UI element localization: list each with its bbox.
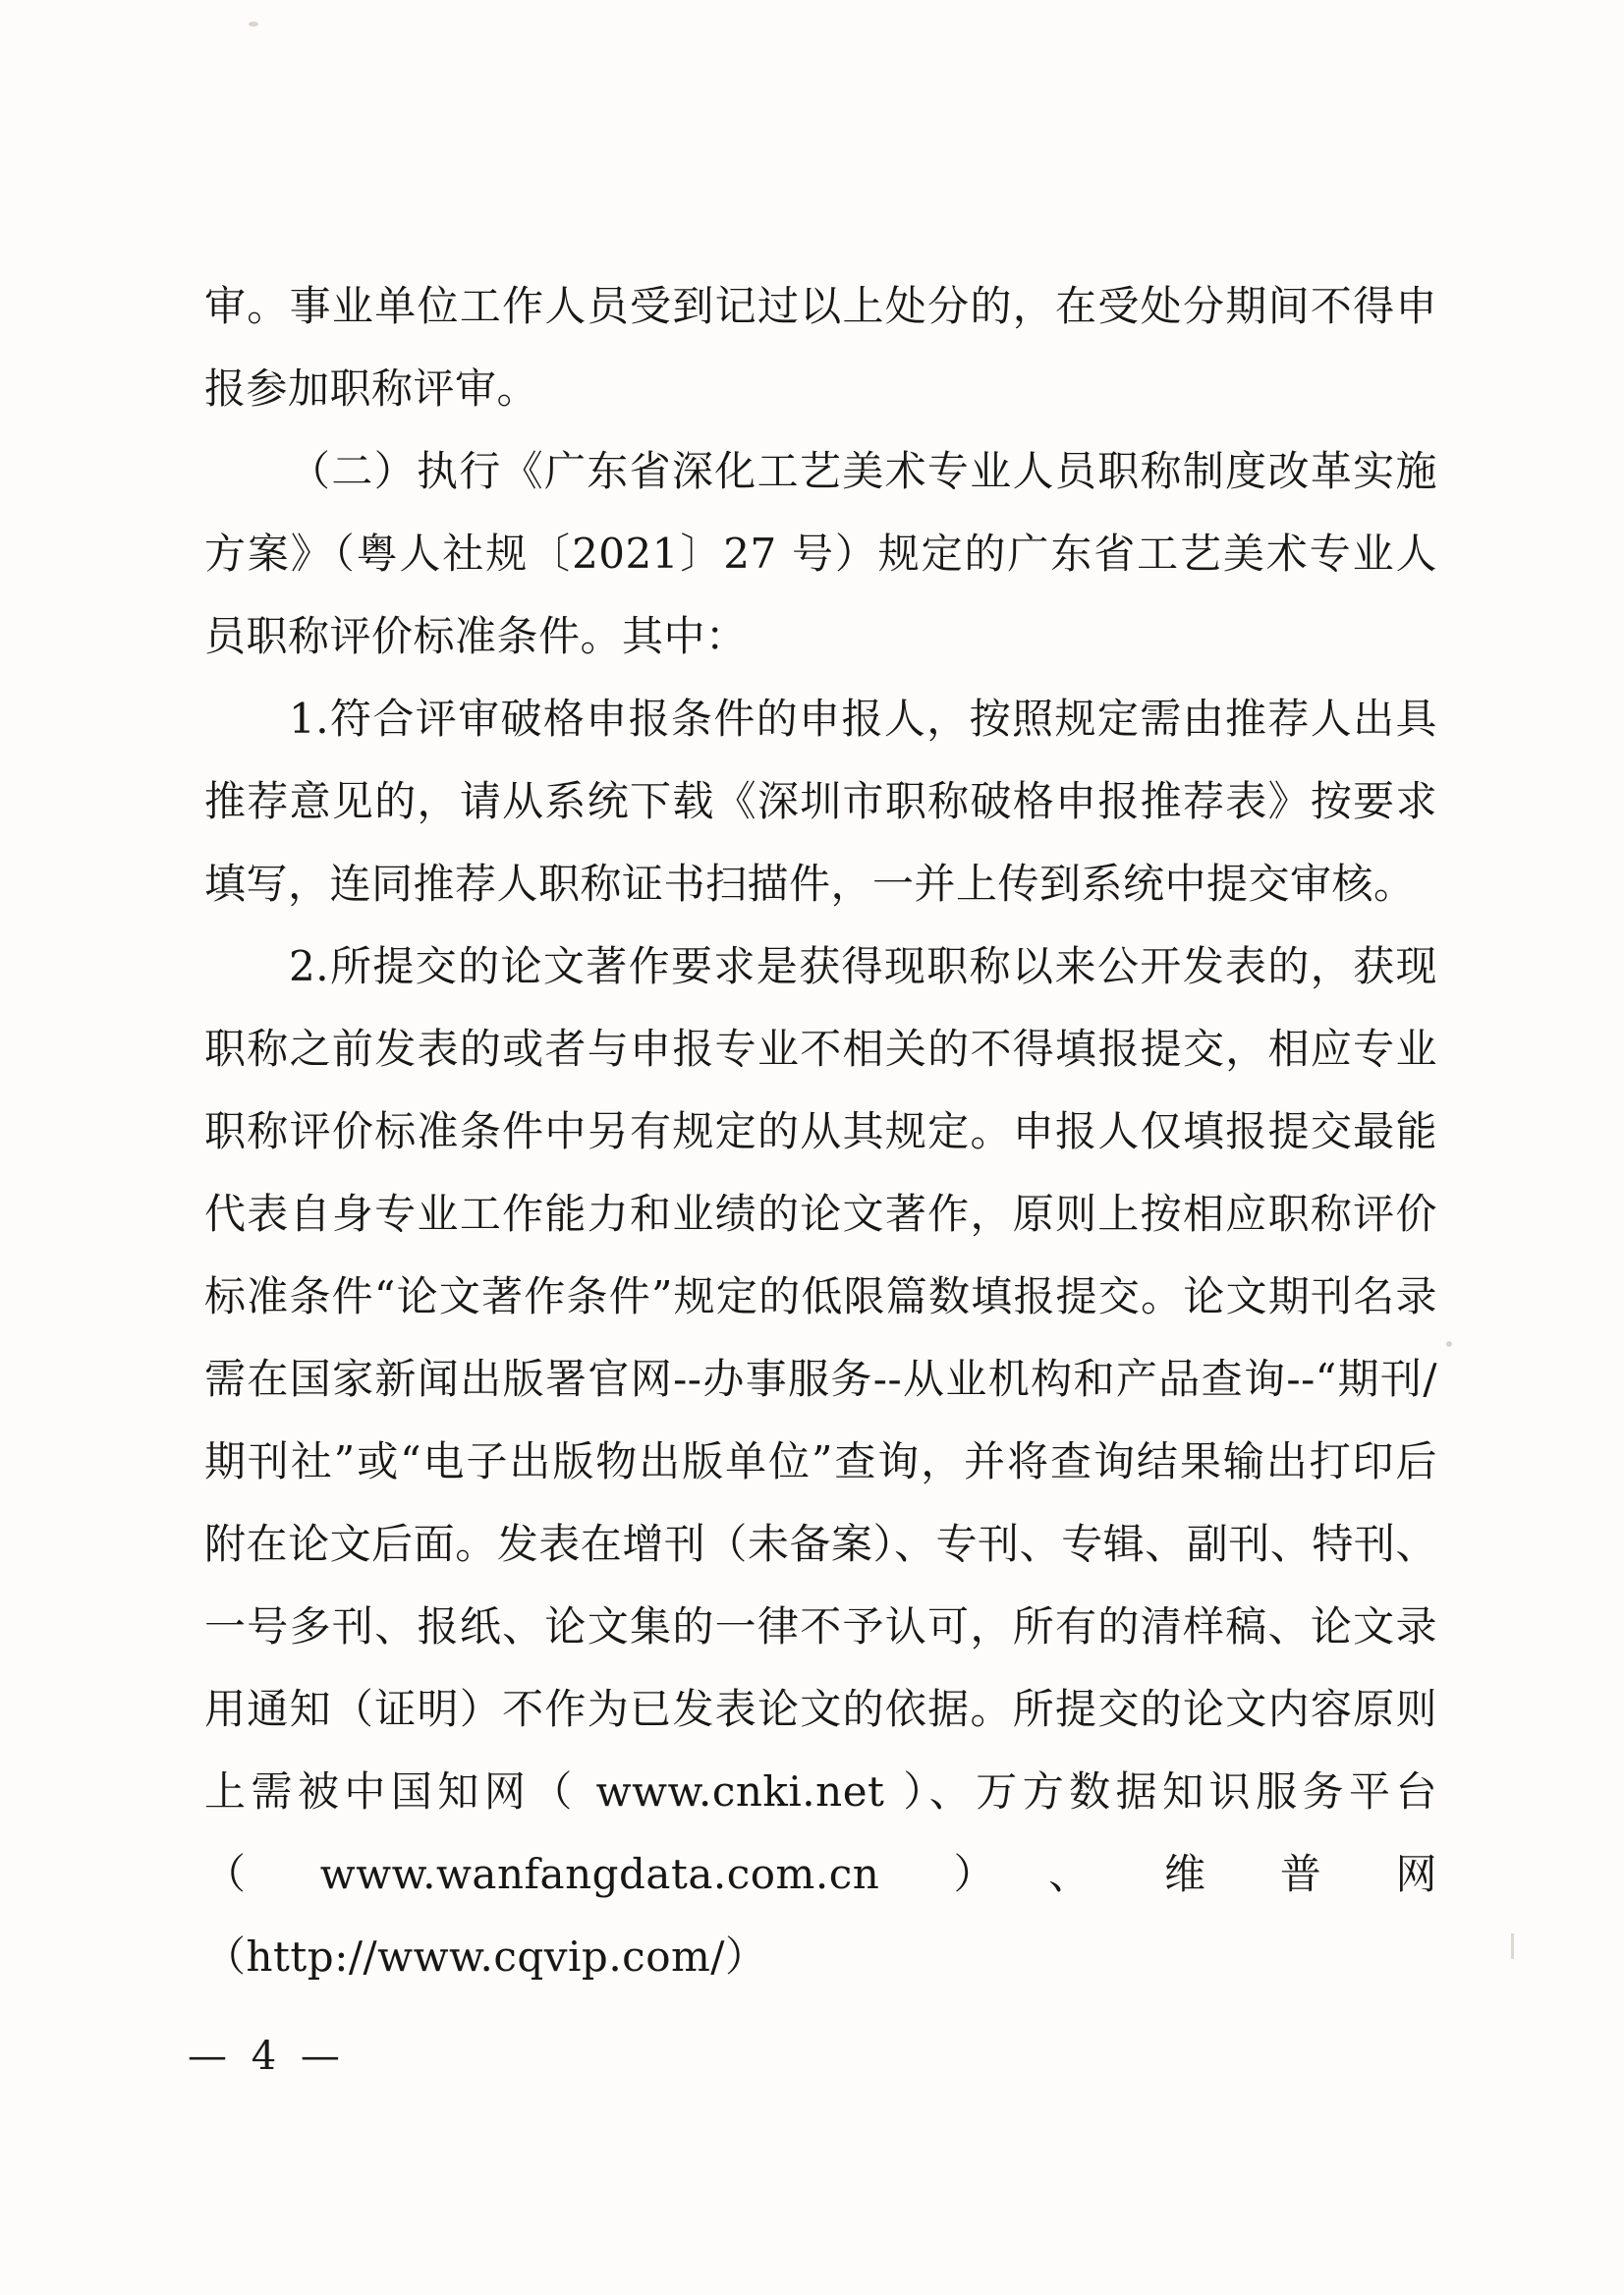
paragraph-4: 2.所提交的论文著作要求是获得现职称以来公开发表的，获现职称之前发表的或者与申报专业不相关的不得填报提交，相应专业职称评价标准条件中另有规定的从其规定。申报人仅填报提交最能代表自身专业工作能力和业绩的论文著作，原则上按相应职称评价标准条件“论文著作条件”规定的低限篇数填报提交。论文期刊名录需在国家新闻出版署官网--办事服务--从业机构和产品查询--“期刊/期刊社”或“电子出版物出版单位”查询，并将查询结果输出打印后附在论文后面。发表在增刊（未备案）、专刊、专辑、副刊、特刊、一号多刊、报纸、论文集的一律不予认可，所有的清样稿、论文录用通知（证明）不作为已发表论文的依据。所提交的论文内容原则上需被中国知网（ www.cnki.net ）、万方数据知识服务平台（www.wanfangdata.com.cn）、维普网（http://www.cqvip.com/） xyxy=(204,942,1437,1981)
paper-edge-mark xyxy=(1511,1933,1514,1959)
paper-speck xyxy=(249,22,258,27)
paper-speck xyxy=(1446,1341,1452,1347)
paragraph-2: （二）执行《广东省深化工艺美术专业人员职称制度改革实施方案》（粤人社规〔2021〕27 号）规定的广东省工艺美术专业人员职称评价标准条件。其中： xyxy=(204,447,1437,660)
paragraph-3: 1.符合评审破格申报条件的申报人，按照规定需由推荐人出具推荐意见的，请从系统下载《深圳市职称破格申报推荐表》按要求填写，连同推荐人职称证书扫描件，一并上传到系统中提交审核。 xyxy=(204,695,1437,908)
page-number xyxy=(0,2034,1624,2079)
page-number-label: — 4 — xyxy=(188,2034,346,2079)
document-body xyxy=(204,265,1437,1998)
paragraph-1: 审。事业单位工作人员受到记过以上处分的，在受处分期间不得申报参加职称评审。 xyxy=(204,282,1437,413)
